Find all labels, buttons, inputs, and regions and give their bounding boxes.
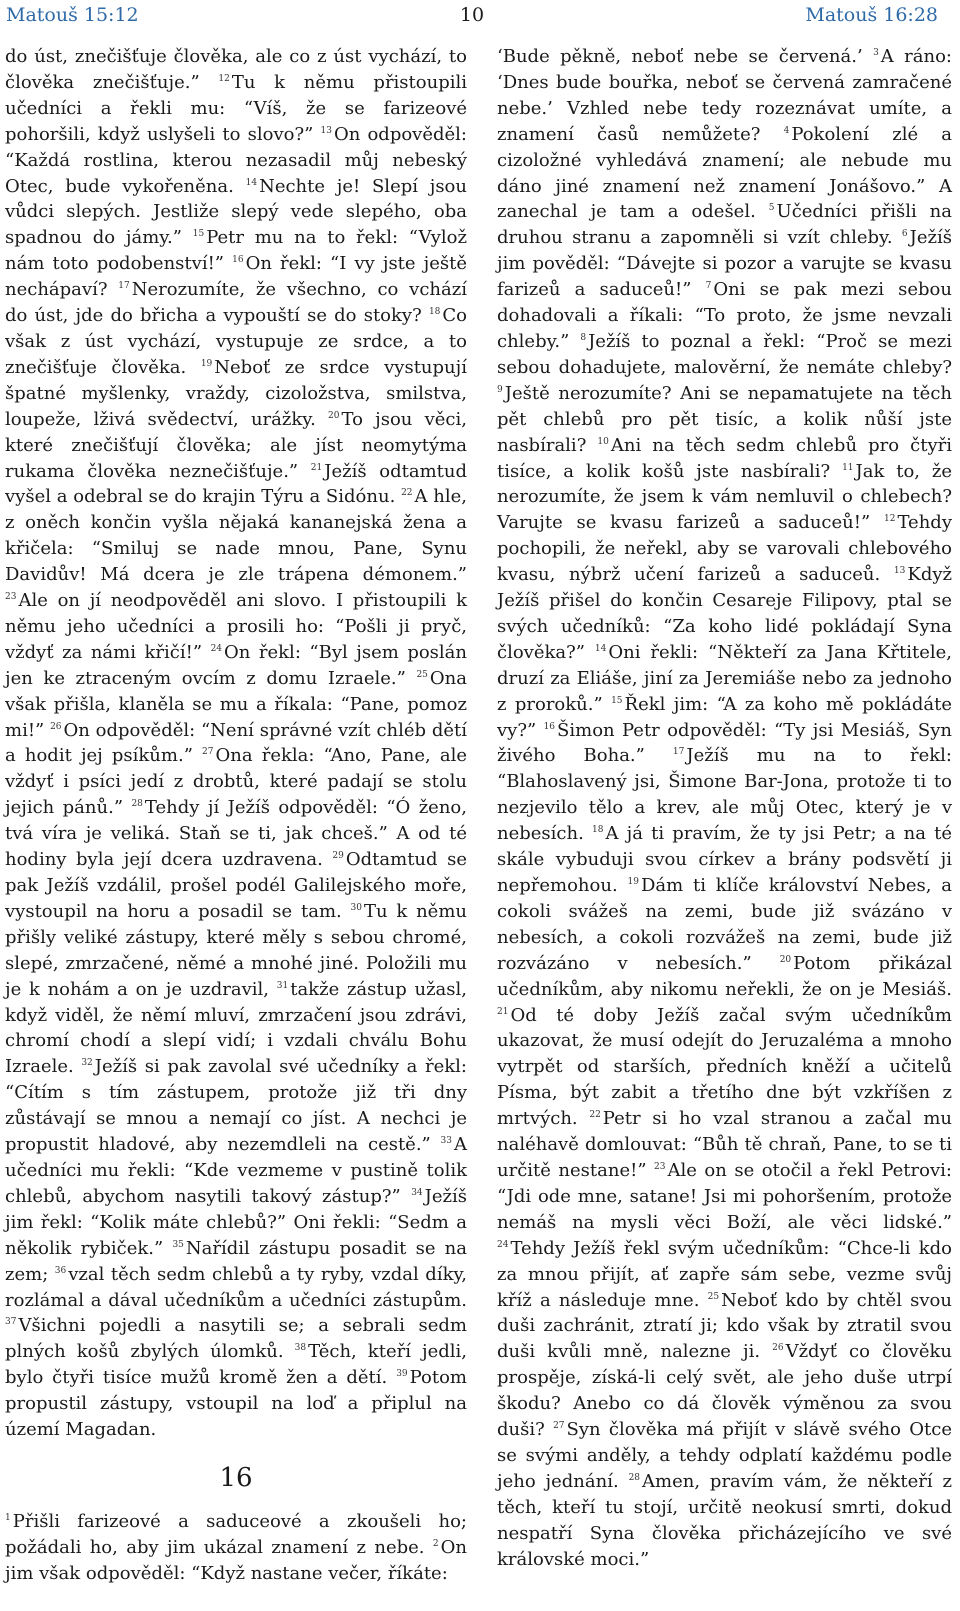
- verse-text: On řekl: “Byl jsem poslán jen ke ztraceným ovcím z domu Izraele.”: [5, 641, 468, 689]
- verse-number: 36: [54, 1265, 67, 1276]
- verse-text: vzal těch sedm chlebů a ty ryby, vzdal díky, rozlámal a dával učedníkům a učedníci zástupům.: [5, 1263, 467, 1311]
- verse-number: 5: [768, 203, 775, 214]
- verse-text: On řekl: “I vy jste ještě nechápaví?: [5, 253, 468, 301]
- verse-text: Pokolení zlé a cizoložné vyhledává znamení; ale nebude mu dáno jiné znamení než znamení Jonášovo.” A zanechal je tam a odešel.: [497, 123, 952, 223]
- verse-text: Dám ti klíče království Nebes, a cokoli svážeš na zemi, bude již svázáno v nebesích, a cokoli rozvážeš na zemi, bude již rozvázáno v nebesích.”: [497, 875, 952, 974]
- verse-number: 1: [5, 1512, 11, 1523]
- verse-text: Neboť kdo by chtěl svou duši zachránit, ztratí ji; kdo však by ztratil svou duši kvůli mně, nalezne ji.: [497, 1289, 952, 1363]
- verse-number: 26: [50, 721, 62, 732]
- opening-text: do úst, znečišťuje člověka, ale co z úst vychází, to člověka znečišťuje.”: [5, 46, 467, 93]
- verse-text: On odpověděl: “Každá rostlina, kterou nezasadil můj nebeský Otec, bude vykořeněna.: [5, 123, 467, 197]
- verse-number: 27: [202, 747, 214, 758]
- verse-text: Šimon Petr odpověděl: “Ty jsi Mesiáš, Syn živého Boha.”: [497, 719, 952, 767]
- verse-number: 13: [893, 566, 906, 577]
- verse-number: 29: [332, 851, 344, 862]
- chapter-16-text: [5, 1509, 467, 1587]
- page-number: 10: [459, 4, 485, 26]
- verse-number: 23: [5, 592, 17, 603]
- verse-number: 26: [772, 1343, 784, 1354]
- verse-number: 16: [543, 721, 556, 732]
- verse-text: On jim však odpověděl: “Když nastane večer, říkáte:: [5, 1536, 467, 1584]
- verse-number: 2: [432, 1538, 439, 1549]
- verse-text: Když Ježíš přišel do končin Cesareje Filipovy, ptal se svých učedníků: “Za koho lidé pokládají Syna člověka?”: [497, 564, 952, 663]
- verse-number: 4: [783, 125, 790, 136]
- header-left-reference[interactable]: Matouš 15:12: [6, 4, 139, 26]
- verse-number: 12: [883, 514, 896, 525]
- verse-text: Řekl jim: “A za koho mě pokládáte vy?”: [497, 693, 952, 741]
- left-column-text: [5, 44, 467, 1443]
- verse: [5, 1056, 467, 1155]
- verse-number: 31: [276, 980, 289, 991]
- verse-number: 25: [707, 1291, 720, 1302]
- verse-text: Oni řekli: “Někteří za Jana Křtitele, druzí za Eliáše, jiní za Jeremiáše nebo za jednoho z proroků.”: [497, 641, 952, 715]
- page-header: [6, 4, 938, 30]
- verse-text: Nechte je! Slepí jsou vůdci slepých. Jestliže slepý vede slepého, oba spadnou do jámy.”: [5, 175, 467, 249]
- verse-text: Syn člověka má přijít v slávě svého Otce se svými anděly, a tehdy odplatí každému podle jeho jednání.: [497, 1419, 952, 1492]
- verse-number: 3: [873, 48, 879, 58]
- verse-text: Tu k němu přistoupili učedníci a řekli mu: “Víš, že se farizeové pohoršili, když uslyšeli to slovo?”: [5, 71, 467, 145]
- verse-number: 27: [553, 1421, 565, 1432]
- verse-number: 7: [705, 281, 712, 292]
- verse-number: 22: [589, 1110, 601, 1121]
- verse-text: Těch, kteří jedli, bylo čtyři tisíce mužů kromě žen a dětí.: [5, 1341, 467, 1389]
- verse-text: Ještě nerozumíte? Ani se nepamatujete na těch pět chlebů pro pět tisíc, a kolik nůší jste nasbírali?: [497, 382, 952, 456]
- verse-number: 34: [411, 1187, 423, 1198]
- left-column: [5, 44, 467, 1587]
- verse-number: 20: [779, 954, 792, 965]
- verse-text: Ježíš jim pověděl: “Dávejte si pozor a varujte se kvasu farizeů a saduceů!”: [497, 227, 952, 301]
- verse-text: A ráno: ‘Dnes bude bouřka, neboť se červená zamračené nebe.’ Vzhled nebe tedy rozeznávat umíte, a znamení časů nemůžete?: [497, 46, 952, 145]
- verse-number: 28: [131, 799, 143, 810]
- verse-number: 33: [440, 1136, 452, 1147]
- verse-number: 6: [901, 229, 908, 240]
- verse-text: Nařídil zástupu posadit se na zem;: [5, 1237, 468, 1285]
- verse-text: Učedníci přišli na druhou stranu a zapomněli si vzít chleby.: [497, 201, 953, 249]
- verse-number: 32: [81, 1058, 93, 1069]
- verse-text: Potom propustil zástupy, vstoupil na loď a připlul na území Magadan.: [5, 1367, 467, 1441]
- verse-text: Ona však přišla, klaněla se mu a říkala: “Pane, pomoz mi!”: [5, 667, 467, 741]
- verse-text: Co však z úst vychází, vystupuje ze srdce, a to znečišťuje člověka.: [5, 305, 467, 378]
- verse-number: 18: [428, 307, 441, 318]
- chapter-heading: 16: [219, 1462, 253, 1493]
- verse: [5, 1511, 467, 1558]
- verse-text: To jsou věci, které znečišťují člověka; ale jíst neomytýma rukama člověka neznečišťuje.”: [5, 408, 467, 482]
- verse-text: takže zástup užasl, když viděl, že němí mluví, zmrzačení jsou zdrávi, chromí chodí a slepí vidí; i vzdali chválu Bohu Izraele.: [5, 978, 467, 1078]
- verse-number: 14: [594, 643, 607, 654]
- verse-text: Ježíš jim řekl: “Kolik máte chlebů?” Oni řekli: “Sedm a několik rybiček.”: [5, 1185, 467, 1259]
- verse-number: 17: [672, 747, 685, 758]
- verse-text: Všichni pojedli a nasytili se; a sebrali sedm plných košů zbylých úlomků.: [5, 1315, 467, 1363]
- verse-text: Ježíš mu na to řekl: “Blahoslavený jsi, Šimone Bar-Jona, protože ti to nezjevilo tělo a krev, ale můj Otec, který je v nebesích.: [497, 745, 952, 845]
- right-column-text: [497, 44, 952, 1572]
- verse-text: A učedníci mu řekli: “Kde vezmeme v pustině tolik chlebů, abychom nasytili takový zástup?”: [5, 1134, 467, 1207]
- verse-text: On odpověděl: “Není správné vzít chléb dětí a hodit jej psíkům.”: [5, 719, 467, 767]
- verse-number: 15: [611, 695, 623, 706]
- verse-number: 10: [597, 436, 609, 447]
- verse-number: 30: [350, 902, 362, 913]
- verse-number: 19: [200, 358, 213, 369]
- verse-text: Jak to, že nerozumíte, že jsem k vám nemluvil o chlebech? Varujte se kvasu farizeů a saduceů!”: [497, 460, 952, 534]
- opening-text: ‘Bude pěkně, neboť nebe se červená.’: [497, 46, 863, 67]
- verse-text: Neboť ze srdce vystupují špatné myšlenky, vraždy, cizoložstva, smilstva, loupeže, lživá svědectví, urážky.: [5, 356, 467, 430]
- verse-number: 16: [232, 255, 244, 266]
- verse-text: Ježíš odtamtud vyšel a odebral se do krajin Týru a Sidónu.: [5, 460, 467, 508]
- verse-text: Petr si ho vzal stranou a začal mu naléhavě domlouvat: “Bůh tě chraň, Pane, to se ti určitě nestane!”: [497, 1108, 952, 1181]
- verse-text: Ona řekla: “Ano, Pane, ale vždyť i psíci jedí z drobtů, které padají se stolu jejich pánů.”: [5, 745, 467, 819]
- verse-number: 9: [497, 384, 503, 395]
- verse-text: Tu k němu přišly veliké zástupy, které měly s sebou chromé, slepé, zmrzačené, němé a mnohé jiné. Položili mu je k nohám a on je uzdravil,: [5, 900, 467, 1000]
- verse-text: Ježíš to poznal a řekl: “Proč se mezi sebou dohadujete, malověrní, že nemáte chleby?: [497, 330, 952, 378]
- verse-number: 19: [627, 877, 639, 887]
- verse-number: 22: [401, 488, 413, 499]
- verse-number: 17: [118, 281, 130, 292]
- verse-text: A hle, z oněch končin vyšla nějaká kananejská žena a křičela: “Smiluj se nade mnou, Pane, Synu Davidův! Má dcera je zle trápena démonem.”: [5, 486, 467, 586]
- verse-number: 25: [416, 669, 428, 680]
- verse-number: 20: [328, 410, 340, 421]
- verse-number: 15: [192, 229, 205, 240]
- verse-number: 13: [320, 125, 332, 136]
- verse-number: 14: [245, 177, 258, 188]
- verse-text: Tehdy Ježíš řekl svým učedníkům: “Chce-li kdo za mnou přijít, ať zapře sám sebe, vezme svůj kříž a následuje mne.: [497, 1237, 952, 1311]
- verse-text: Ale on jí neodpověděl ani slovo. I přistoupili k němu jeho učedníci a prosili ho: “Pošli ji pryč, vždyť za námi křičí!”: [5, 590, 467, 663]
- verse: [5, 1264, 467, 1311]
- verse-text: Ale on se otočil a řekl Petrovi: “Jdi ode mne, satane! Jsi mi pohoršením, protože nemáš na mysli věci Boží, ale věci lidské.”: [497, 1159, 952, 1233]
- verse-text: A já ti pravím, že ty jsi Petr; a na té skále vybuduji svou církev a brány podsvětí ji nepřemohou.: [497, 823, 952, 896]
- verse-number: 12: [218, 73, 230, 84]
- verse-number: 37: [5, 1317, 17, 1328]
- verse-number: 18: [592, 825, 604, 836]
- verse-number: 39: [396, 1369, 408, 1380]
- verse-text: Tehdy jí Ježíš odpověděl: “Ó ženo, tvá víra je veliká. Staň se ti, jak chceš.” A od té hodiny byla její dcera uzdravena.: [5, 797, 467, 871]
- verse-number: 24: [210, 643, 223, 654]
- right-column: [497, 44, 952, 1572]
- verse-text: Ježíš si pak zavolal své učedníky a řekl: “Cítím s tím zástupem, protože již tři dny zůstávají se mnou a nemají co jíst. A nechci je propustit hladové, aby nezemdleli na cestě.”: [5, 1056, 467, 1156]
- verse-text: Amen, pravím vám, že někteří z těch, kteří tu stojí, určitě neokusí smrti, dokud nespatří Syna člověka přicházejícího ve své královské moci.”: [497, 1470, 952, 1570]
- verse-number: 8: [580, 332, 587, 343]
- verse-number: 21: [310, 462, 323, 473]
- verse-number: 11: [842, 462, 854, 473]
- verse-text: Petr mu na to řekl: “Vylož nám toto podobenství!”: [5, 227, 467, 275]
- verse-number: 38: [294, 1343, 307, 1354]
- verse-text: Ani na těch sedm chlebů pro čtyři tisíce, a kolik košů jste nasbírali?: [497, 434, 952, 482]
- verse-number: 21: [497, 1006, 509, 1017]
- verse-number: 28: [628, 1472, 641, 1483]
- verse-text: Oni se pak mezi sebou dohadovali a říkali: “To proto, že jsme nevzali chleby.”: [497, 279, 952, 352]
- verse-number: 24: [497, 1239, 509, 1250]
- verse-text: Vždyť co člověku prospěje, získá-li celý svět, ale jeho duše utrpí škodu? Anebo co dá člověk výměnou za svou duši?: [497, 1341, 952, 1441]
- verse-text: Nerozumíte, že všechno, co vchází do úst, jde do břicha a vypouští se do stoky?: [5, 279, 467, 327]
- verse-text: Od té doby Ježíš začal svým učedníkům ukazovat, že musí odejít do Jeruzaléma a mnoho vytrpět od starších, předních kněží a učitelů Písma, být zabit a třetího dne být vzkříšen z mrtvých.: [497, 1004, 952, 1130]
- verse-number: 35: [172, 1239, 184, 1250]
- header-right-reference[interactable]: Matouš 16:28: [805, 4, 938, 26]
- verse-text: Potom přikázal učedníkům, aby nikomu neřekli, že on je Mesiáš.: [497, 952, 952, 1000]
- verse-text: Odtamtud se pak Ježíš vzdálil, prošel podél Galilejského moře, vystoupil na horu a posadil se tam.: [5, 849, 467, 922]
- verse-number: 23: [654, 1161, 666, 1172]
- verse-text: Tehdy pochopili, že neřekl, aby se varovali chlebového kvasu, nýbrž učení farizeů a saduceů.: [497, 512, 952, 586]
- verse-text: Přišli farizeové a saduceové a zkoušeli ho; požádali ho, aby jim ukázal znamení z nebe.: [5, 1510, 467, 1558]
